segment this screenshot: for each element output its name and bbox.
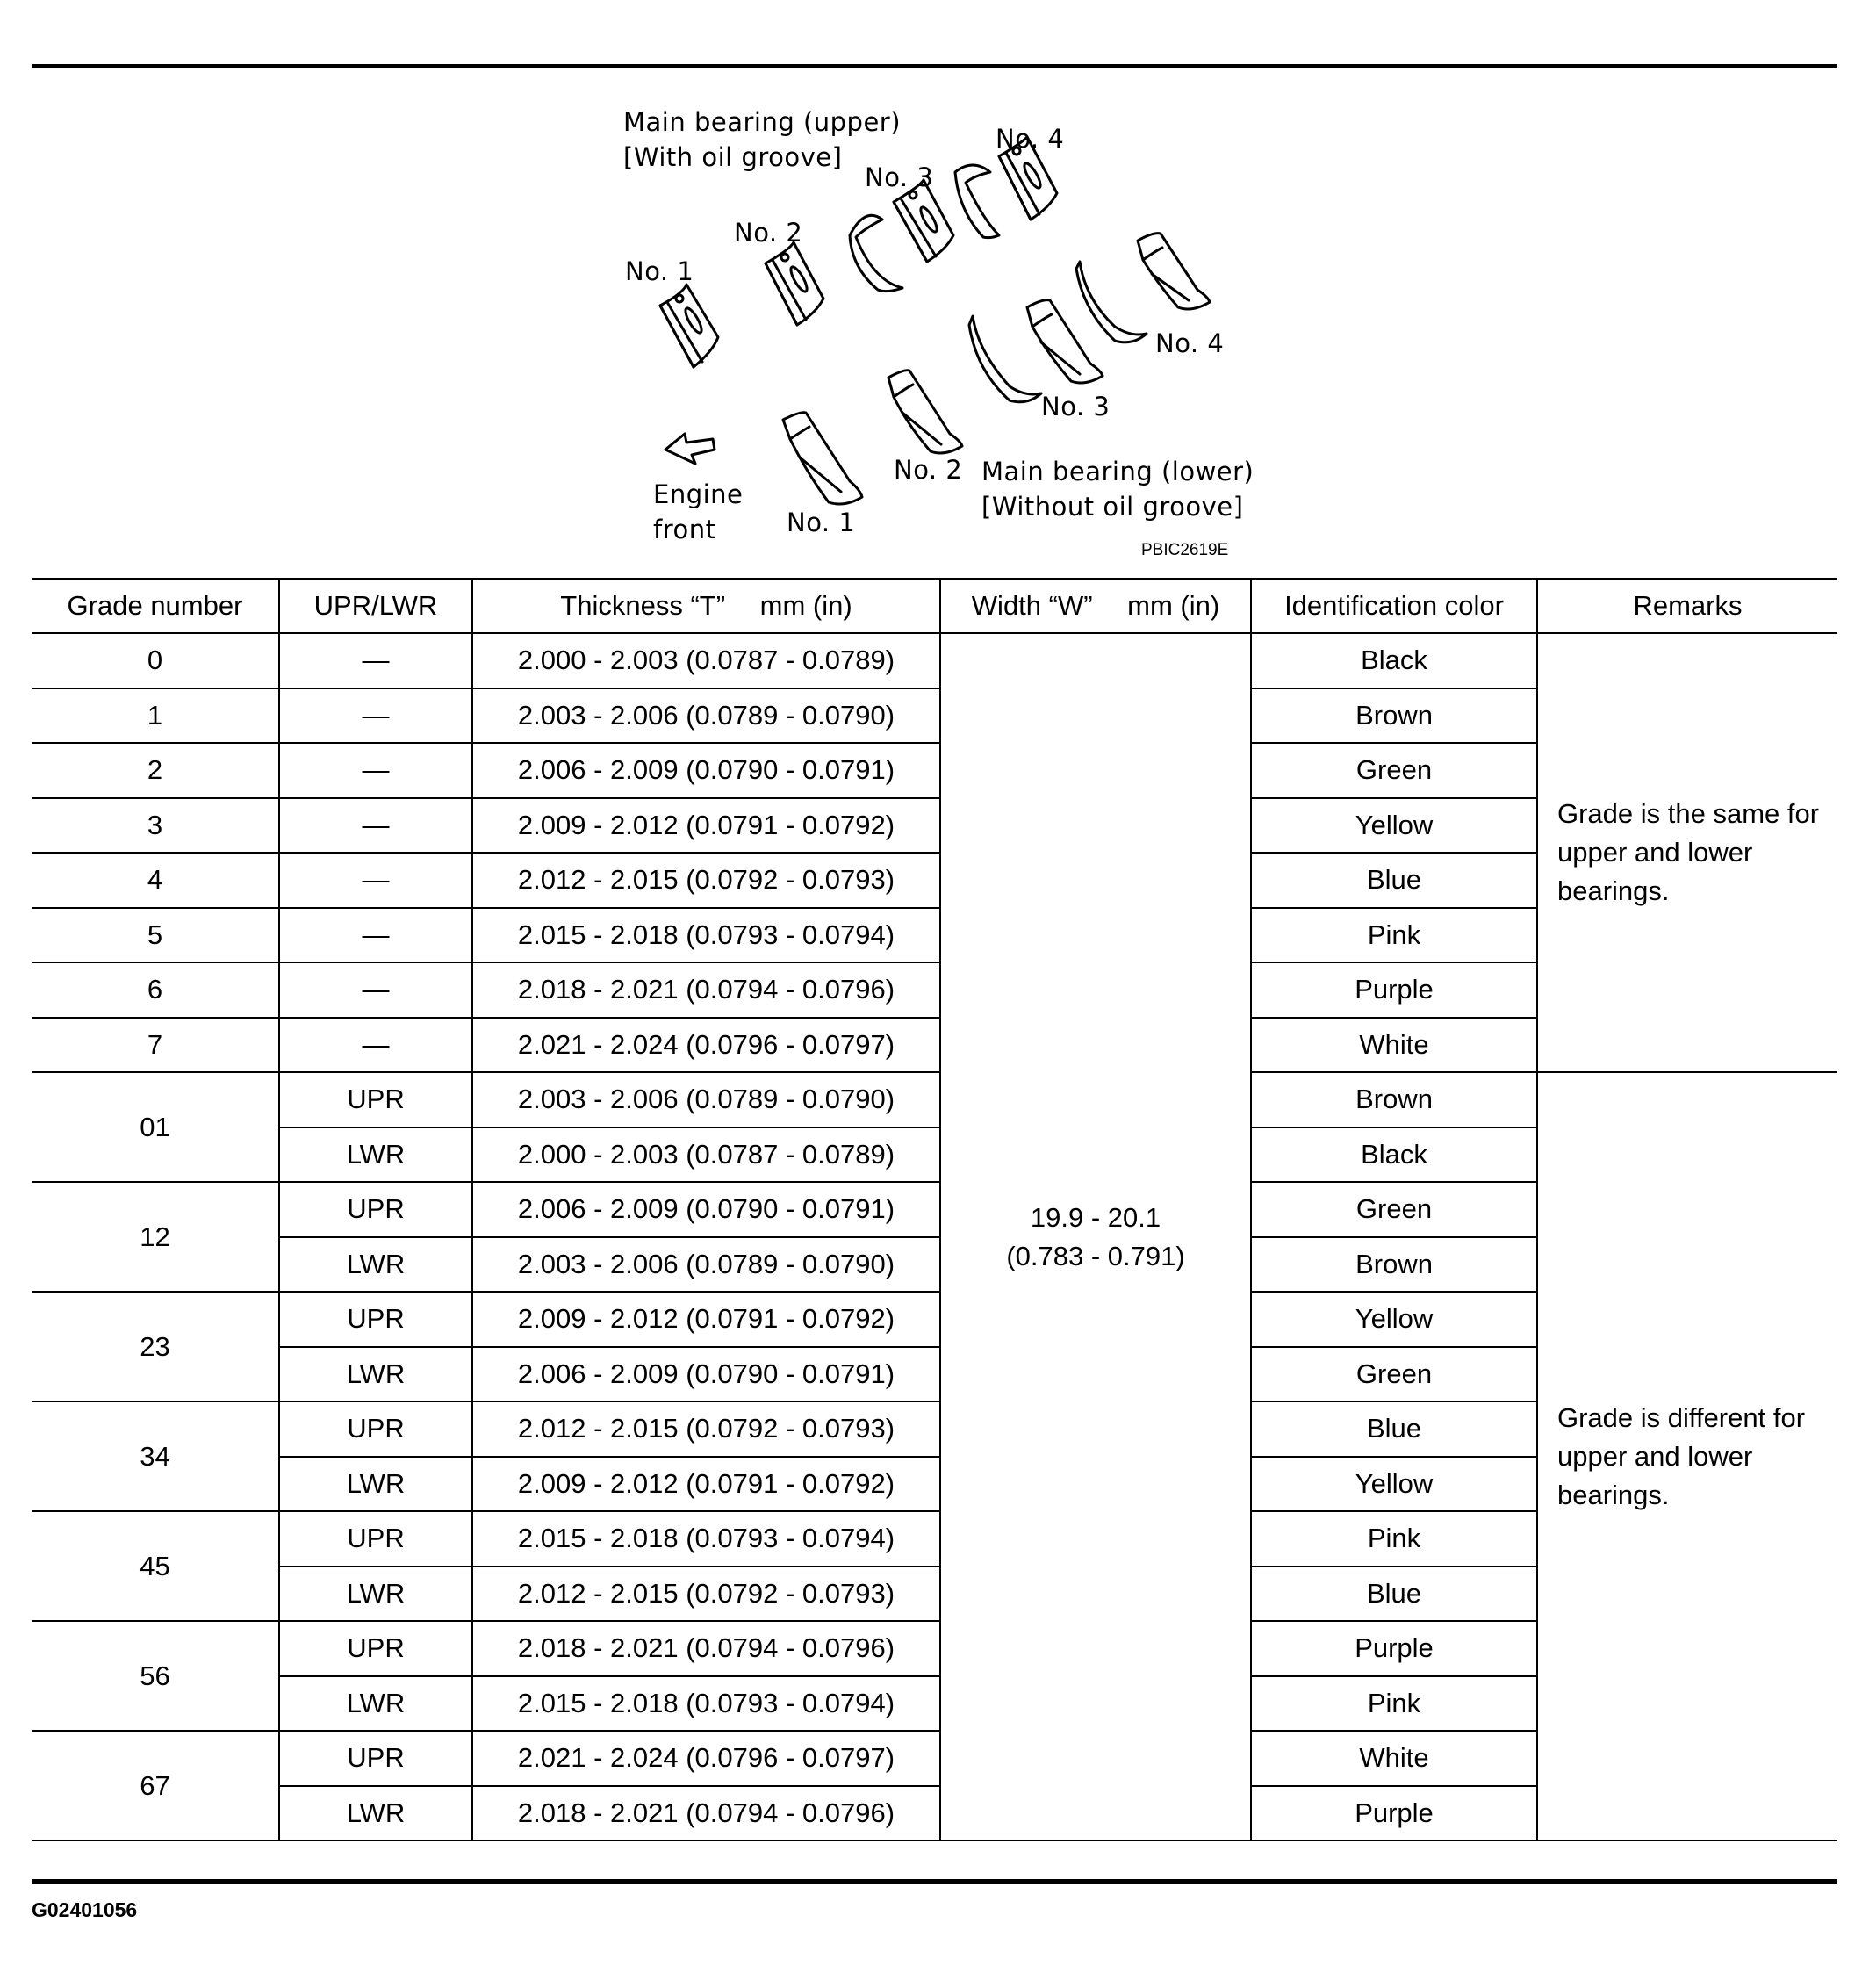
grade-number-cell: 34 xyxy=(32,1401,279,1511)
thickness-cell: 2.009 - 2.012 (0.0791 - 0.0792) xyxy=(472,1292,940,1347)
width-cell xyxy=(940,633,1251,1840)
upr-lwr-cell: LWR xyxy=(279,1127,472,1183)
lower-label-no3: No. 3 xyxy=(1041,392,1111,421)
identification-color-cell: Pink xyxy=(1251,908,1537,963)
grade-number-cell: 12 xyxy=(32,1182,279,1292)
engine-front-arrow-icon xyxy=(665,434,715,464)
table-row xyxy=(32,633,1837,688)
upr-lwr-cell: — xyxy=(279,688,472,744)
thickness-cell: 2.009 - 2.012 (0.0791 - 0.0792) xyxy=(472,798,940,854)
thickness-cell: 2.018 - 2.021 (0.0794 - 0.0796) xyxy=(472,1621,940,1676)
identification-color-cell: Blue xyxy=(1251,1401,1537,1457)
identification-color-cell: Brown xyxy=(1251,1072,1537,1127)
upper-label-no4: No. 4 xyxy=(996,124,1065,154)
header-remarks: Remarks xyxy=(1537,579,1837,633)
upper-bearing-2-shape xyxy=(766,242,823,325)
upr-lwr-cell: UPR xyxy=(279,1182,472,1237)
upr-lwr-cell: LWR xyxy=(279,1786,472,1841)
thickness-cell: 2.018 - 2.021 (0.0794 - 0.0796) xyxy=(472,1786,940,1841)
lower-label-no1: No. 1 xyxy=(787,508,856,537)
identification-color-cell: Black xyxy=(1251,1127,1537,1183)
grade-number-cell: 4 xyxy=(32,853,279,908)
engine-front-label-line1: Engine xyxy=(653,479,744,509)
header-upr-lwr: UPR/LWR xyxy=(279,579,472,633)
identification-color-cell: Blue xyxy=(1251,1567,1537,1622)
engine-front-label-line2: front xyxy=(653,515,716,544)
document-id: G02401056 xyxy=(32,1898,138,1921)
identification-color-cell: White xyxy=(1251,1731,1537,1786)
upper-label-no2: No. 2 xyxy=(734,218,803,248)
grade-number-cell: 56 xyxy=(32,1621,279,1731)
upr-lwr-cell: UPR xyxy=(279,1731,472,1786)
grade-number-cell: 6 xyxy=(32,962,279,1018)
grade-number-cell: 7 xyxy=(32,1018,279,1073)
upper-bearing-1-shape xyxy=(660,285,718,367)
thickness-cell: 2.003 - 2.006 (0.0789 - 0.0790) xyxy=(472,1237,940,1293)
upper-label-no1: No. 1 xyxy=(625,256,694,286)
lower-bearing-2-shape xyxy=(888,371,962,453)
upr-lwr-cell: LWR xyxy=(279,1347,472,1402)
thickness-cell: 2.012 - 2.015 (0.0792 - 0.0793) xyxy=(472,1567,940,1622)
identification-color-cell: Blue xyxy=(1251,853,1537,908)
header-identification-color: Identification color xyxy=(1251,579,1537,633)
width-value-mm: 19.9 - 20.1 xyxy=(1030,1201,1161,1233)
upr-lwr-cell: LWR xyxy=(279,1567,472,1622)
upr-lwr-cell: UPR xyxy=(279,1511,472,1567)
upr-lwr-cell: — xyxy=(279,743,472,798)
lower-label-no2: No. 2 xyxy=(894,455,963,485)
thickness-cell: 2.000 - 2.003 (0.0787 - 0.0789) xyxy=(472,633,940,688)
upr-lwr-cell: LWR xyxy=(279,1676,472,1732)
identification-color-cell: Brown xyxy=(1251,688,1537,744)
thickness-cell: 2.012 - 2.015 (0.0792 - 0.0793) xyxy=(472,853,940,908)
lower-bearing-title: Main bearing (lower) xyxy=(981,457,1254,486)
upr-lwr-cell: LWR xyxy=(279,1457,472,1512)
grade-number-cell: 2 xyxy=(32,743,279,798)
thickness-cell: 2.006 - 2.009 (0.0790 - 0.0791) xyxy=(472,743,940,798)
upr-lwr-cell: LWR xyxy=(279,1237,472,1293)
remarks-same-cell: Grade is the same for upper and lower bearings. xyxy=(1537,633,1837,1072)
upper-bearing-subtitle: [With oil groove] xyxy=(623,142,843,172)
identification-color-cell: Yellow xyxy=(1251,798,1537,854)
remarks-different-cell: Grade is different for upper and lower bearings. xyxy=(1537,1072,1837,1840)
identification-color-cell: Yellow xyxy=(1251,1457,1537,1512)
thickness-cell: 2.015 - 2.018 (0.0793 - 0.0794) xyxy=(472,908,940,963)
identification-color-cell: Pink xyxy=(1251,1676,1537,1732)
identification-color-cell: Yellow xyxy=(1251,1292,1537,1347)
identification-color-cell: Green xyxy=(1251,1182,1537,1237)
grade-number-cell: 23 xyxy=(32,1292,279,1401)
identification-color-cell: Pink xyxy=(1251,1511,1537,1567)
upr-lwr-cell: — xyxy=(279,633,472,688)
identification-color-cell: Purple xyxy=(1251,1786,1537,1841)
lower-bearing-3-shape xyxy=(969,300,1103,402)
grade-number-cell: 5 xyxy=(32,908,279,963)
bearing-grade-table xyxy=(32,578,1837,1841)
identification-color-cell: Brown xyxy=(1251,1237,1537,1293)
grade-number-cell: 1 xyxy=(32,688,279,744)
upr-lwr-cell: UPR xyxy=(279,1072,472,1127)
identification-color-cell: Purple xyxy=(1251,962,1537,1018)
figure-code: PBIC2619E xyxy=(1141,541,1229,559)
upr-lwr-cell: UPR xyxy=(279,1292,472,1347)
thickness-cell: 2.012 - 2.015 (0.0792 - 0.0793) xyxy=(472,1401,940,1457)
thickness-cell: 2.006 - 2.009 (0.0790 - 0.0791) xyxy=(472,1182,940,1237)
identification-color-cell: Green xyxy=(1251,1347,1537,1402)
thickness-cell: 2.015 - 2.018 (0.0793 - 0.0794) xyxy=(472,1676,940,1732)
upr-lwr-cell: UPR xyxy=(279,1401,472,1457)
bearing-drawing xyxy=(0,0,1869,580)
upr-lwr-cell: UPR xyxy=(279,1621,472,1676)
header-grade-number: Grade number xyxy=(32,579,279,633)
thickness-cell: 2.003 - 2.006 (0.0789 - 0.0790) xyxy=(472,1072,940,1127)
identification-color-cell: Black xyxy=(1251,633,1537,688)
upr-lwr-cell: — xyxy=(279,1018,472,1073)
identification-color-cell: Green xyxy=(1251,743,1537,798)
thickness-cell: 2.009 - 2.012 (0.0791 - 0.0792) xyxy=(472,1457,940,1512)
upr-lwr-cell: — xyxy=(279,962,472,1018)
thickness-cell: 2.003 - 2.006 (0.0789 - 0.0790) xyxy=(472,688,940,744)
grade-number-cell: 01 xyxy=(32,1072,279,1182)
thickness-cell: 2.018 - 2.021 (0.0794 - 0.0796) xyxy=(472,962,940,1018)
lower-label-no4: No. 4 xyxy=(1155,328,1225,358)
upper-bearing-title: Main bearing (upper) xyxy=(623,107,902,137)
grade-number-cell: 3 xyxy=(32,798,279,854)
lower-bearing-subtitle: [Without oil groove] xyxy=(981,492,1244,522)
lower-bearing-1-shape xyxy=(783,413,862,504)
upper-label-no3: No. 3 xyxy=(865,162,934,192)
upr-lwr-cell: — xyxy=(279,853,472,908)
width-value-in: (0.783 - 0.791) xyxy=(1006,1240,1185,1271)
bottom-rule xyxy=(32,1879,1837,1884)
upr-lwr-cell: — xyxy=(279,908,472,963)
table-row xyxy=(32,1072,1837,1127)
bearing-illustration xyxy=(0,0,1869,580)
table-header-row xyxy=(32,579,1837,633)
thickness-cell: 2.000 - 2.003 (0.0787 - 0.0789) xyxy=(472,1127,940,1183)
upper-bearing-3-shape xyxy=(850,180,953,292)
thickness-cell: 2.021 - 2.024 (0.0796 - 0.0797) xyxy=(472,1731,940,1786)
header-thickness: Thickness “T” mm (in) xyxy=(472,579,940,633)
upr-lwr-cell: — xyxy=(279,798,472,854)
thickness-cell: 2.006 - 2.009 (0.0790 - 0.0791) xyxy=(472,1347,940,1402)
thickness-cell: 2.021 - 2.024 (0.0796 - 0.0797) xyxy=(472,1018,940,1073)
grade-number-cell: 0 xyxy=(32,633,279,688)
identification-color-cell: Purple xyxy=(1251,1621,1537,1676)
grade-number-cell: 45 xyxy=(32,1511,279,1621)
grade-number-cell: 67 xyxy=(32,1731,279,1840)
thickness-cell: 2.015 - 2.018 (0.0793 - 0.0794) xyxy=(472,1511,940,1567)
identification-color-cell: White xyxy=(1251,1018,1537,1073)
header-width: Width “W” mm (in) xyxy=(940,579,1251,633)
